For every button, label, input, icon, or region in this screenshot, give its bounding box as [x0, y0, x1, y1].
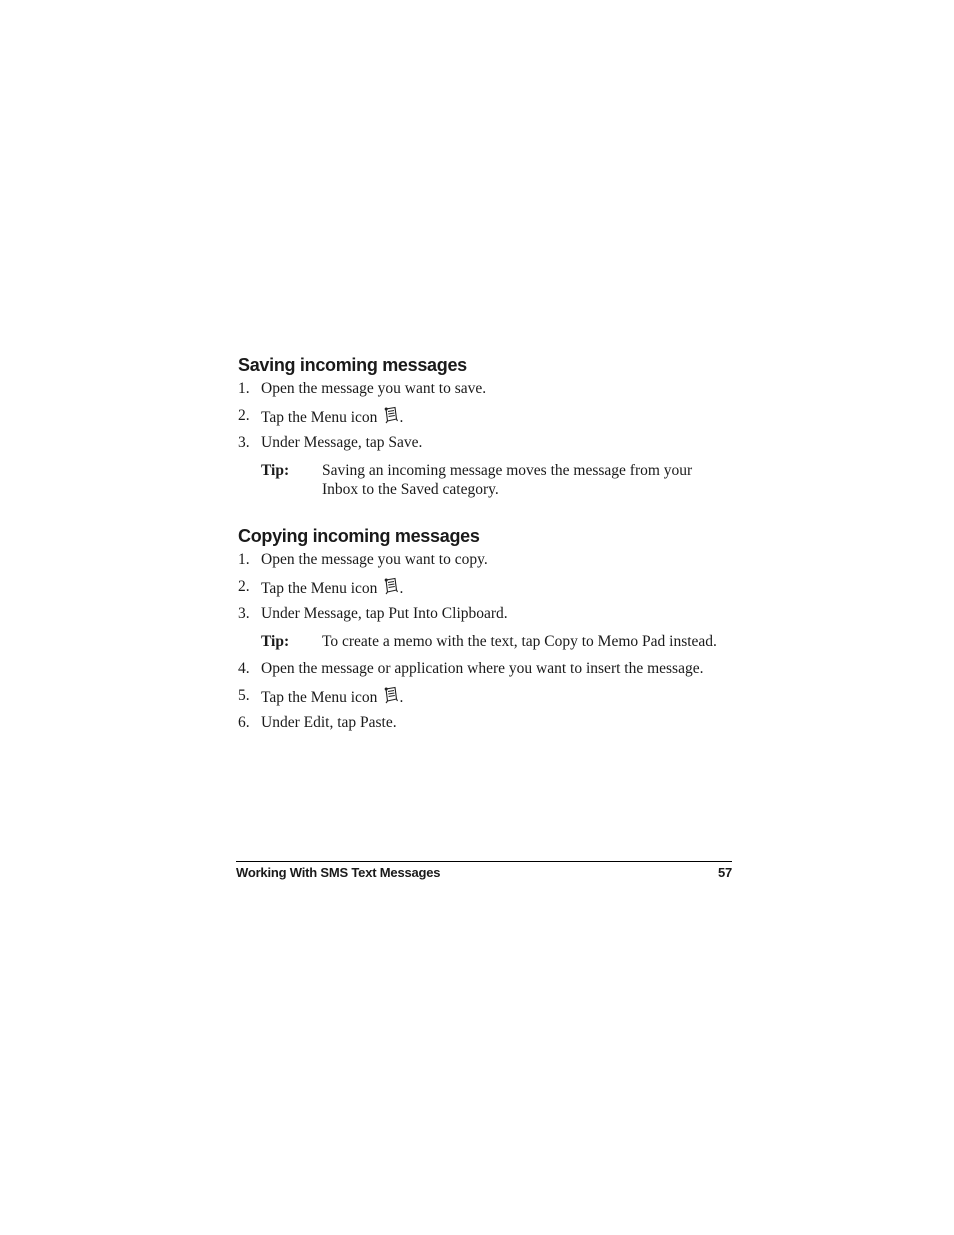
list-item: 3. Under Message, tap Save. [238, 434, 423, 451]
list-item: 1. Open the message you want to copy. [238, 551, 488, 568]
list-item: 2. Tap the Menu icon . [238, 578, 404, 597]
list-item: 4. Open the message or application where you want to insert the message. [238, 660, 704, 677]
list-item: 1. Open the message you want to save. [238, 380, 487, 397]
tip-note: Tip: Saving an incoming message moves the message from your Inbox to the Saved category. [261, 462, 693, 498]
list-item: 6. Under Edit, tap Paste. [238, 714, 397, 731]
page-footer [236, 861, 732, 882]
page-number: 57 [717, 865, 732, 880]
menu-icon [383, 406, 399, 424]
menu-icon [383, 686, 399, 704]
menu-icon [383, 577, 399, 595]
tip-note: Tip: To create a memo with the text, tap Copy to Memo Pad instead. [261, 633, 717, 650]
list-item: 3. Under Message, tap Put Into Clipboard. [238, 605, 508, 622]
footer-chapter-title: Working With SMS Text Messages [236, 865, 441, 880]
page-content [238, 352, 732, 740]
list-item: 5. Tap the Menu icon . [238, 687, 404, 706]
list-item: 2. Tap the Menu icon . [238, 407, 404, 426]
section-title-saving: Saving incoming messages [238, 355, 467, 375]
section-title-copying: Copying incoming messages [238, 526, 480, 546]
